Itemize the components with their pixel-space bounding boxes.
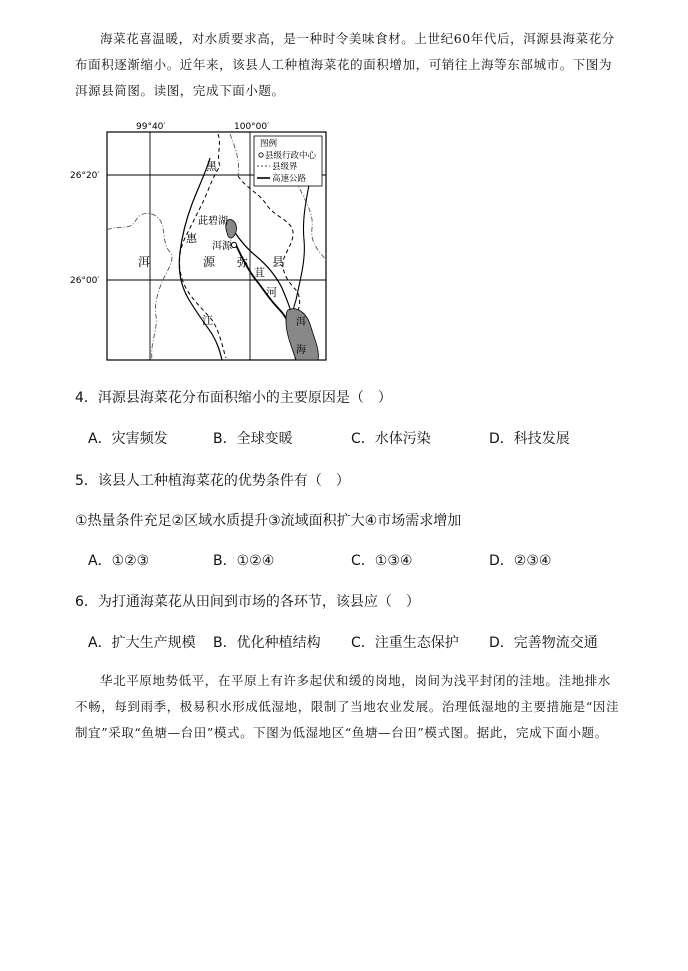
lat-label-2: 26°00′: [70, 276, 100, 286]
q5-option-b: B．①②④: [213, 553, 275, 569]
question-5-conditions: ①热量条件充足②区域水质提升③流域面积扩大④市场需求增加: [75, 513, 462, 529]
q6-option-c: C．注重生态保护: [351, 635, 459, 651]
eryuan-county-map: [70, 120, 330, 370]
lat-label-1: 26°20′: [70, 171, 100, 181]
place-cibi-lake: 茈碧湖: [198, 216, 228, 227]
place-erhai-er: 洱: [296, 317, 306, 328]
q6-option-b: B．优化种植结构: [213, 635, 321, 651]
place-mi: 弥: [237, 256, 248, 269]
q6-option-a: A．扩大生产规模: [88, 635, 196, 651]
question-5-stem: 5．该县人工种植海菜花的优势条件有（ ）: [75, 473, 350, 489]
question-4-stem: 4．洱源县海菜花分布面积缩小的主要原因是（ ）: [75, 390, 392, 406]
lon-label-1: 99°40′: [136, 122, 166, 132]
q5-option-c: C．①③④: [351, 553, 413, 569]
place-eryuan-town: 洱源: [212, 241, 232, 252]
intro-paragraph-2: 华北平原地势低平，在平原上有许多起伏和缓的岗地，岗间为浅平封闭的洼地。洼地排水不畅，每到雨季，极易积水形成低湿地，限制了当地农业发展。治理低湿地的主要措施是“因洼制宜”采取“鱼塘—台田”模式。下图为低湿地区“鱼塘—台田”模式图。据此，完成下面小题。: [75, 673, 620, 740]
place-he: 河: [266, 286, 277, 299]
q5-option-a: A．①②③: [88, 553, 150, 569]
q4-option-c: C．水体污染: [351, 431, 431, 447]
eryuan-county-seat: [231, 242, 236, 247]
place-xian: 县: [272, 255, 285, 269]
q5-option-d: D．②③④: [489, 553, 552, 569]
q4-option-d: D．科技发展: [489, 431, 570, 447]
place-hui: 惠: [186, 232, 197, 245]
place-yuan: 源: [203, 255, 216, 269]
legend-county-boundary: 县级界: [272, 162, 298, 172]
intro-paragraph-1: 海菜花喜温暖，对水质要求高，是一种时令美味食材。上世纪60年代后，洱源县海菜花分布面积逐渐缩小。近年来，该县人工种植海菜花的面积增加，可销往上海等东部城市。下图为洱源县简图。读图，完成下面小题。: [75, 31, 615, 98]
q6-option-d: D．完善物流交通: [489, 635, 598, 651]
legend-county-center: 县级行政中心: [265, 151, 317, 161]
question-6-stem: 6．为打通海菜花从田间到市场的各环节，该县应（ ）: [75, 594, 420, 610]
place-ju: 苴: [254, 266, 265, 279]
place-jiang: 江: [202, 314, 213, 327]
q4-option-b: B．全球变暖: [213, 431, 293, 447]
map-legend: [254, 136, 322, 186]
q4-option-a: A．灾害频发: [88, 431, 168, 447]
place-er: 洱: [138, 255, 151, 269]
lon-label-2: 100°00′: [234, 122, 270, 132]
place-hei: 黑: [206, 160, 217, 173]
svg-text:图例: 图例: [260, 139, 278, 149]
legend-expressway: 高速公路: [272, 174, 307, 184]
place-erhai-hai: 海: [296, 345, 306, 356]
